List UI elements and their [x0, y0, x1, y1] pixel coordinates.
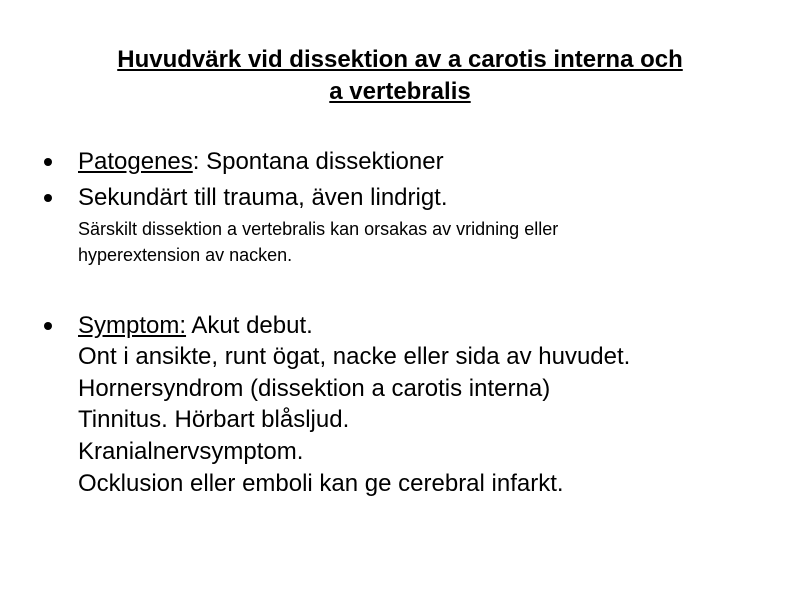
symptom-line: Tinnitus. Hörbart blåsljud.: [78, 406, 350, 433]
trauma-detail-line-1: Särskilt dissektion a vertebralis kan orsakas av vridning eller: [78, 219, 559, 239]
bullet-trauma: Sekundärt till trauma, även lindrigt.: [78, 184, 448, 211]
trauma-detail-line-2: hyperextension av nacken.: [78, 245, 293, 265]
bullet-marker: [44, 194, 52, 202]
slide-title-line-2: a vertebralis: [329, 78, 471, 105]
bullet-marker: [44, 158, 52, 166]
patogenes-text: : Spontana dissektioner: [192, 148, 444, 175]
symptom-line: Ont i ansikte, runt ögat, nacke eller sida av huvudet.: [78, 343, 631, 370]
slide-title-line-1: Huvudvärk vid dissektion av a carotis interna och: [117, 46, 683, 73]
symptom-label: Symptom:: [78, 312, 187, 339]
patogenes-label: Patogenes: [78, 148, 193, 175]
symptom-line: Hornersyndrom (dissektion a carotis interna): [78, 375, 551, 402]
symptom-line: Ocklusion eller emboli kan ge cerebral infarkt.: [78, 470, 564, 497]
bullet-symptom: [78, 310, 313, 342]
bullet-marker: [44, 322, 52, 330]
symptom-text: Akut debut.: [186, 312, 313, 339]
bullet-patogenes: [78, 146, 444, 178]
symptom-line: Kranialnervsymptom.: [78, 438, 304, 465]
